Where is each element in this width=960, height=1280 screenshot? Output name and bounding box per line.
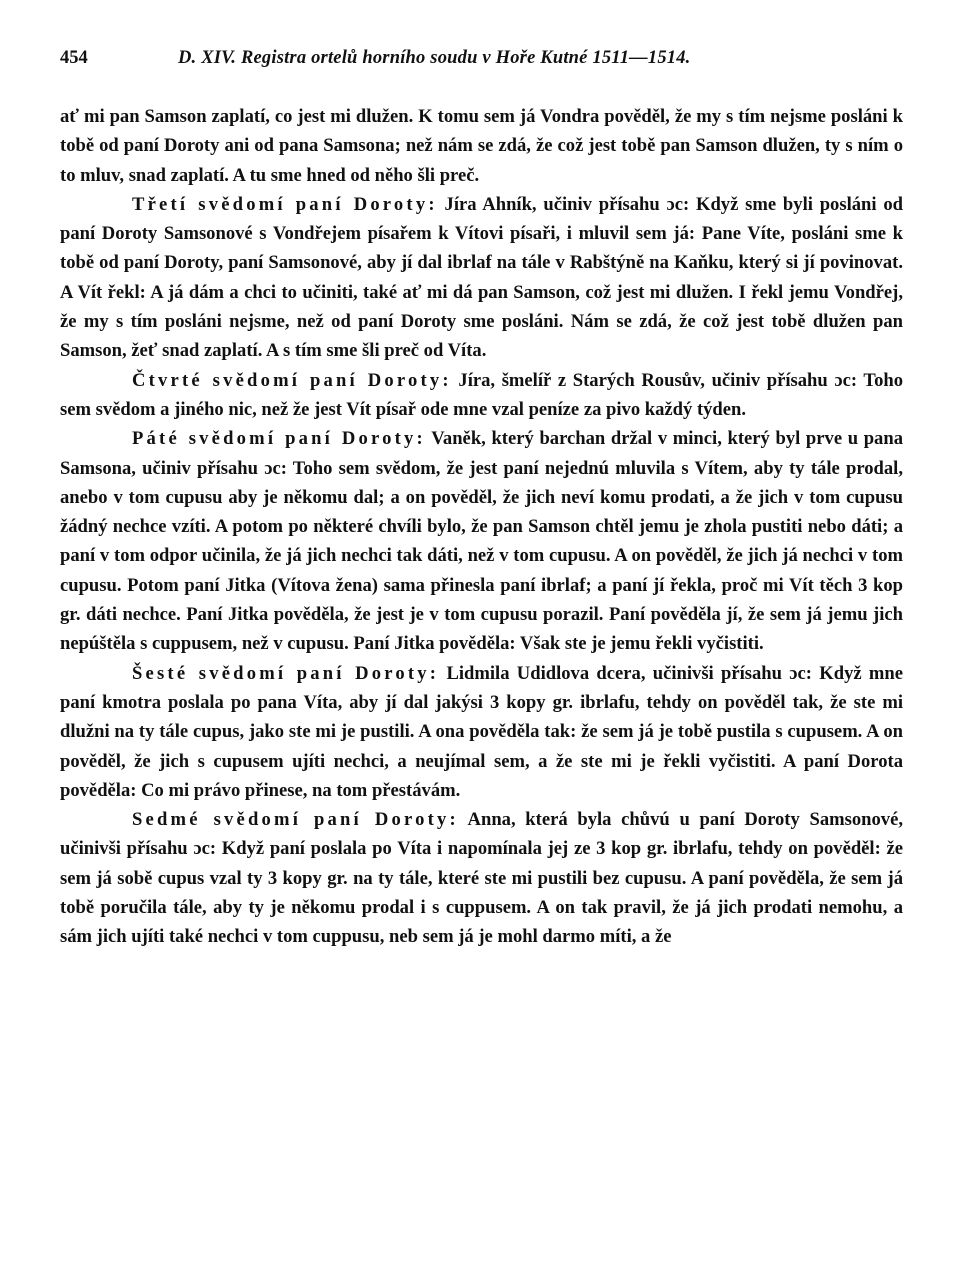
- body-text: [60, 102, 903, 952]
- paragraph-continuation: [60, 102, 903, 190]
- page-header: [60, 48, 903, 94]
- book-page: [60, 48, 903, 952]
- paragraph-third-testimony: [60, 190, 903, 366]
- paragraph-text: ať mi pan Samson zaplatí, co jest mi dlužen. K tomu sem já Vondra pověděl, že my s tím nejsme posláni k tobě od paní Doroty ani od pana Samsona; než nám se zdá, že což jest tobě pan Samson dlužen, ty s ním o to mluv, snad zaplatí. A tu sme hned od něho šli preč.: [60, 106, 903, 186]
- testimony-heading: Páté svědomí paní Doroty:: [132, 428, 426, 450]
- page-number: 454: [60, 48, 88, 68]
- running-head: D. XIV. Registra ortelů horního soudu v Hoře Kutné 1511—1514.: [178, 48, 691, 68]
- paragraph-fourth-testimony: [60, 366, 903, 425]
- paragraph-seventh-testimony: [60, 805, 903, 951]
- paragraph-text: Vaněk, který barchan držal v minci, který byl prve u pana Samsona, učiniv přísahu ɔc: Toho sem svědom, že jest paní nejednú mluvila s Vítem, aby ty tále prodal, anebo v tom cupusu aby je někomu dal; a on pověděl, že jich neví komu prodati, a že jich v tom cupusu žádný nechce vzíti. A potom po některé chvíli bylo, že pan Samson chtěl jemu je zhola pustiti nebo dáti; a paní v tom odpor učinila, že já jich nechci tak dáti, než v tom cupusu. A on pověděl, že jich já nechci v tom cupusu. Potom paní Jitka (Vítova žena) sama přinesla paní ibrlaf; a paní jí řekla, proč mi Vít těch 3 kop gr. dáti nechce. Paní Jitka pověděla, že jest je v tom cupusu porazil. Paní pověděla jí, že sem já jemu jich nepúštěla s cuppusem, než v cupusu. Paní Jitka pověděla: Však ste je jemu řekli vyčistiti.: [60, 428, 903, 655]
- testimony-heading: Sedmé svědomí paní Doroty:: [132, 809, 459, 831]
- testimony-heading: Čtvrté svědomí paní Doroty:: [132, 369, 452, 391]
- paragraph-text: Jíra, šmelíř z Starých Rousův, učiniv přísahu ɔc: Toho sem svědom a jiného nic, než že jest Vít písař ode mne vzal peníze za pivo každý týden.: [60, 369, 903, 420]
- paragraph-fifth-testimony: [60, 424, 903, 658]
- paragraph-sixth-testimony: [60, 659, 903, 805]
- paragraph-text: Anna, která byla chůvú u paní Doroty Samsonové, učinivši přísahu ɔc: Když paní poslala po Víta i napomínala jej ze 3 kop gr. ibrlafu, tehdy on pověděl: že sem já sobě cupus vzal ty 3 kopy gr. na ty tále, které ste mi pustili bez cupusu. A paní pověděla, že sem já tobě poručila tále, aby ty je někomu prodal i s cuppusem. A on tak pravil, že já jich prodati nemohu, a sám jich ujíti také nechci v tom cuppusu, neb sem já je mohl darmo míti, a že: [60, 809, 903, 948]
- paragraph-text: Lidmila Udidlova dcera, učinivši přísahu ɔc: Když mne paní kmotra poslala po pana Víta, aby jí dal jakýsi 3 kopy gr. ibrlafu, tehdy on pověděl tak, že ste mi dlužni na ty tále cupus, jako ste mi je pustili. A ona pověděla tak: že sem já je tobě pustila s cupusem. A on pověděl, že jich s cupusem ujíti nechci, a neujímal sem, a že ste mi je řekli vyčistiti. A paní Dorota pověděla: Co mi právo přinese, na tom přestávám.: [60, 662, 903, 801]
- testimony-heading: Šesté svědomí paní Doroty:: [132, 662, 440, 684]
- testimony-heading: Třetí svědomí paní Doroty:: [132, 193, 438, 215]
- paragraph-text: Jíra Ahník, učiniv přísahu ɔc: Když sme byli posláni od paní Doroty Samsonové s Vondřejem písařem k Vítovi písaři, i mluvil sem já: Pane Víte, posláni sme k tobě od paní Doroty, paní Samsonové, aby jí dal ibrlaf na tále v Rabštýně na Kaňku, který si jí povinovat. A Vít řekl: A já dám a chci to učiniti, také ať mi dá pan Samson, což jest mi dlužen. I řekl jemu Vondřej, že my s tím posláni nejsme, než od paní Doroty sme posláni. Nám se zdá, že což jest tobě dlužen pan Samson, žeť snad zaplatí. A s tím sme šli preč od Víta.: [60, 193, 903, 362]
